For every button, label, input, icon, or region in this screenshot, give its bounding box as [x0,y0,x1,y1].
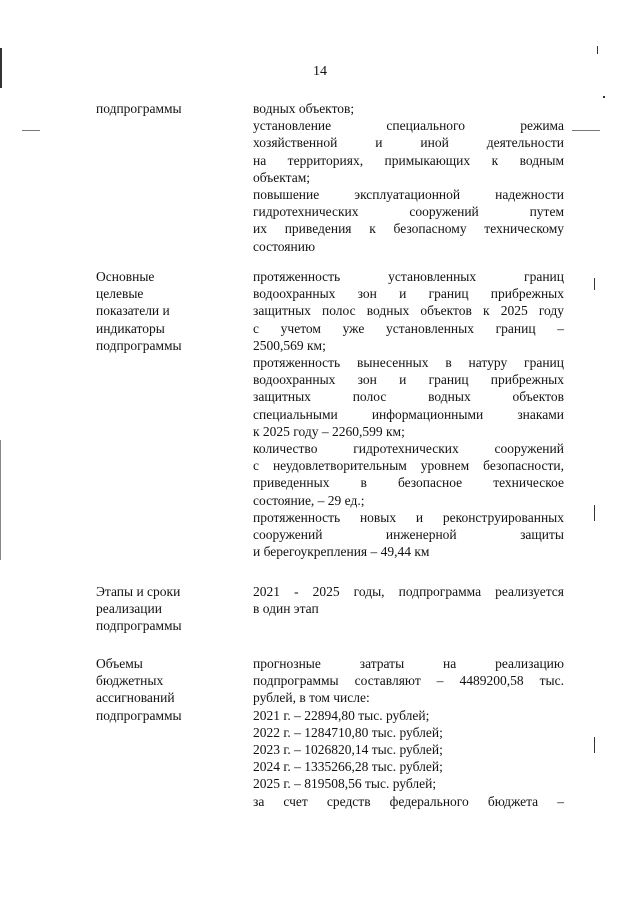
section-label [96,268,236,354]
label-line: Объемы [96,656,143,671]
section-content [253,655,564,810]
text-line: с неудовлетворительным уровнем безопасности, [253,458,564,474]
scan-artifact [572,130,600,131]
label-line: индикаторы [96,320,165,336]
text-line: водных объектов; [253,101,355,116]
text-line: прогнозные затраты на реализацию [253,656,564,671]
text-line: за счет средств федерального бюджета – [253,793,564,809]
text-line: объектам; [253,169,310,185]
scan-artifact [603,96,605,98]
label-line: Основные [96,269,155,284]
text-line: с учетом уже установленных границ – [253,320,564,336]
label-line: подпрограммы [96,707,182,723]
text-line: защитных полос водных объектов к 2025 году [253,303,564,319]
label-line: подпрограммы [96,337,182,353]
text-line: защитных полос водных объектов [253,389,564,405]
section-label [96,583,236,635]
text-line: 2025 г. – 819508,56 тыс. рублей; [253,776,437,792]
section-content [253,100,564,255]
text-line: приведенных в безопасное техническое [253,475,564,491]
text-line: 2022 г. – 1284710,80 тыс. рублей; [253,724,443,740]
text-line: сооружений инженерной защиты [253,527,564,543]
scan-artifact [597,46,598,54]
text-line: в один этап [253,601,319,617]
text-line: протяженность установленных границ [253,269,564,284]
text-line: протяженность вынесенных в натуру границ [253,355,564,371]
scan-artifact [22,130,40,131]
scan-artifact [594,278,595,290]
text-line: подпрограммы составляют – 4489200,58 тыс. [253,673,564,689]
label-line: показатели и [96,303,170,319]
text-line: водоохранных зон и границ прибрежных [253,372,564,388]
label-line: подпрограммы [96,101,182,116]
scan-artifact [594,737,595,753]
section-label [96,655,236,724]
text-line: хозяйственной и иной деятельности [253,135,564,151]
text-line: гидротехнических сооружений путем [253,204,564,220]
text-line: 2021 - 2025 годы, подпрограмма реализуется [253,584,564,599]
text-line: к 2025 году – 2260,599 км; [253,423,405,439]
scan-artifact [0,48,2,88]
label-line: ассигнований [96,690,175,706]
label-line: Этапы и сроки [96,584,181,599]
scan-artifact [0,440,1,560]
section-label [96,100,236,117]
text-line: протяженность новых и реконструированных [253,509,564,525]
text-line: повышение эксплуатационной надежности [253,187,564,203]
label-line: подпрограммы [96,618,182,634]
text-line: 2021 г. – 22894,80 тыс. рублей; [253,707,430,723]
label-line: бюджетных [96,673,164,689]
scan-artifact [594,505,595,521]
text-line: водоохранных зон и границ прибрежных [253,286,564,302]
section-content [253,583,564,617]
text-line: 2500,569 км; [253,337,326,353]
label-line: реализации [96,601,162,617]
text-line: 2024 г. – 1335266,28 тыс. рублей; [253,759,443,775]
text-line: на территориях, примыкающих к водным [253,152,564,168]
text-line: 2023 г. – 1026820,14 тыс. рублей; [253,742,443,758]
text-line: состоянию [253,238,316,254]
text-line: количество гидротехнических сооружений [253,441,564,457]
label-line: целевые [96,286,144,302]
text-line: и берегоукрепления – 49,44 км [253,544,430,560]
page-number: 14 [313,64,327,79]
text-line: состояние, – 29 ед.; [253,492,365,508]
section-content [253,268,564,560]
text-line: специальными информационными знаками [253,406,564,422]
text-line: установление специального режима [253,118,564,134]
text-line: рублей, в том числе: [253,690,370,706]
text-line: их приведения к безопасному техническому [253,221,564,237]
